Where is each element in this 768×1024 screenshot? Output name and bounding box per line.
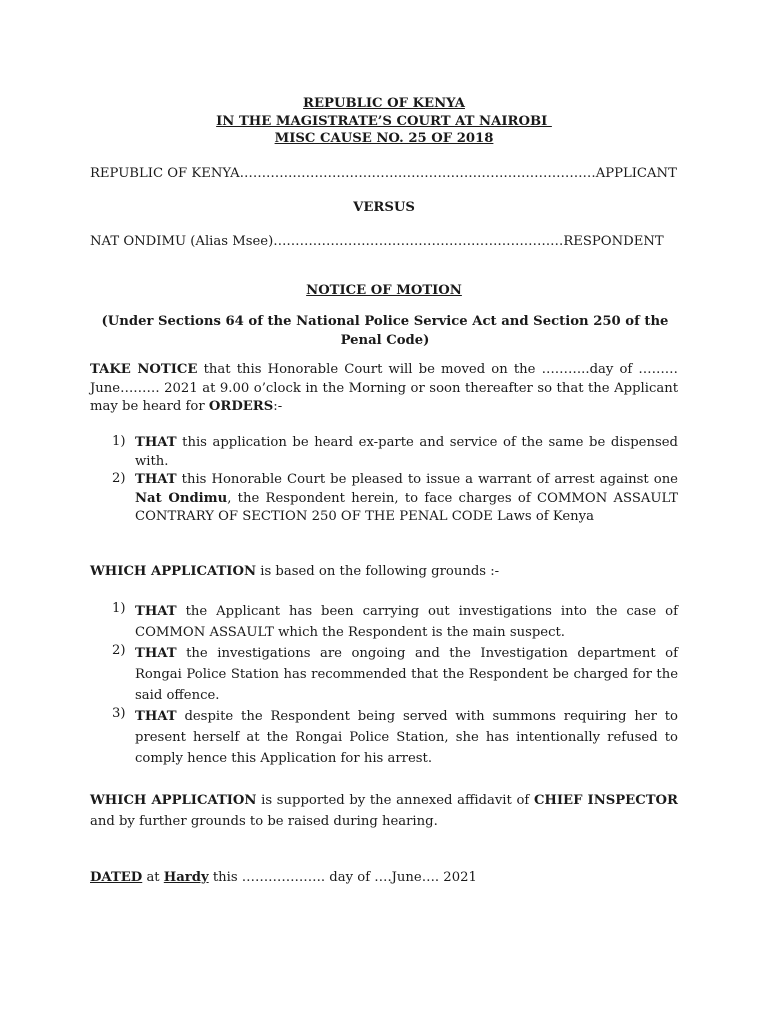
dated-place: Hardy — [163, 870, 209, 885]
take-notice-paragraph — [90, 361, 678, 417]
ground-number: 2) — [112, 643, 126, 658]
ground-item — [135, 706, 678, 769]
ground-number: 3) — [112, 706, 126, 721]
take-notice-lead: TAKE NOTICE — [90, 362, 198, 377]
dated-line — [90, 870, 477, 885]
versus-label: VERSUS — [353, 200, 415, 215]
dated-label: DATED — [90, 870, 143, 885]
ground-item — [135, 643, 678, 706]
order-number: 2) — [112, 471, 126, 486]
notice-title: NOTICE OF MOTION — [306, 283, 462, 298]
ground-lead: THAT — [135, 709, 177, 724]
affidavit-tail: and by further grounds to be raised during hearing. — [90, 814, 438, 829]
dated-text: this ………………. day of ….June…. 2021 — [208, 870, 477, 885]
which-application-lead: WHICH APPLICATION — [90, 564, 257, 579]
order-number: 1) — [112, 434, 126, 449]
dated-at: at — [142, 870, 164, 885]
applicant-line: REPUBLIC OF KENYA………………………………………………………………………APPLICANT — [90, 166, 677, 181]
ground-item — [135, 601, 678, 643]
order-text: this Honorable Court be pleased to issue a warrant of arrest against one — [176, 472, 678, 487]
officer-title: CHIEF INSPECTOR — [533, 793, 678, 808]
which-application-text: is based on the following grounds :- — [256, 564, 500, 579]
respondent-line: NAT ONDIMU (Alias Msee)…………………………………………………………RESPONDENT — [90, 234, 664, 249]
order-item — [135, 471, 678, 527]
which-application-paragraph — [90, 564, 499, 579]
header-country: REPUBLIC OF KENYA — [303, 96, 465, 111]
take-notice-text: that this Honorable Court will be moved on the ………..day of ………June……… 2021 at 9.00 o’clock in the Morning or soon thereafter so that the Applicant may be heard for — [90, 362, 678, 414]
take-notice-tail: :- — [273, 399, 283, 414]
header-court: IN THE MAGISTRATE’S COURT AT NAIROBI — [216, 114, 552, 129]
order-lead: THAT — [135, 435, 177, 450]
order-text: this application be heard ex-parte and service of the same be dispensed with. — [135, 435, 678, 469]
ground-text: the Applicant has been carrying out investigations into the case of COMMON ASSAULT which the Respondent is the main suspect. — [135, 604, 678, 640]
ground-lead: THAT — [135, 604, 177, 619]
ground-text: despite the Respondent being served with summons requiring her to present herself at the Rongai Police Station, she has intentionally refused to comply hence this Application for his arrest. — [135, 709, 678, 766]
respondent-name: Nat Ondimu — [135, 490, 228, 506]
orders-label: ORDERS — [208, 399, 274, 414]
header-case-number: MISC CAUSE NO. 25 OF 2018 — [274, 131, 494, 146]
supporting-affidavit-paragraph — [90, 790, 678, 832]
order-lead: THAT — [135, 472, 177, 487]
which-application-lead: WHICH APPLICATION — [90, 793, 257, 808]
ground-lead: THAT — [135, 646, 177, 661]
ground-number: 1) — [112, 601, 126, 616]
order-text: , the Respondent herein, to face charges of COMMON ASSAULT CONTRARY OF SECTION 250 OF THE PENAL CODE Laws of Kenya — [135, 490, 678, 524]
ground-text: the investigations are ongoing and the Investigation department of Rongai Police Station has recommended that the Respondent be charged for the said offence. — [135, 646, 678, 703]
order-item — [135, 434, 678, 471]
notice-subtitle: (Under Sections 64 of the National Police Service Act and Section 250 of the Penal Code) — [101, 314, 669, 348]
affidavit-text: is supported by the annexed affidavit of — [256, 793, 534, 808]
